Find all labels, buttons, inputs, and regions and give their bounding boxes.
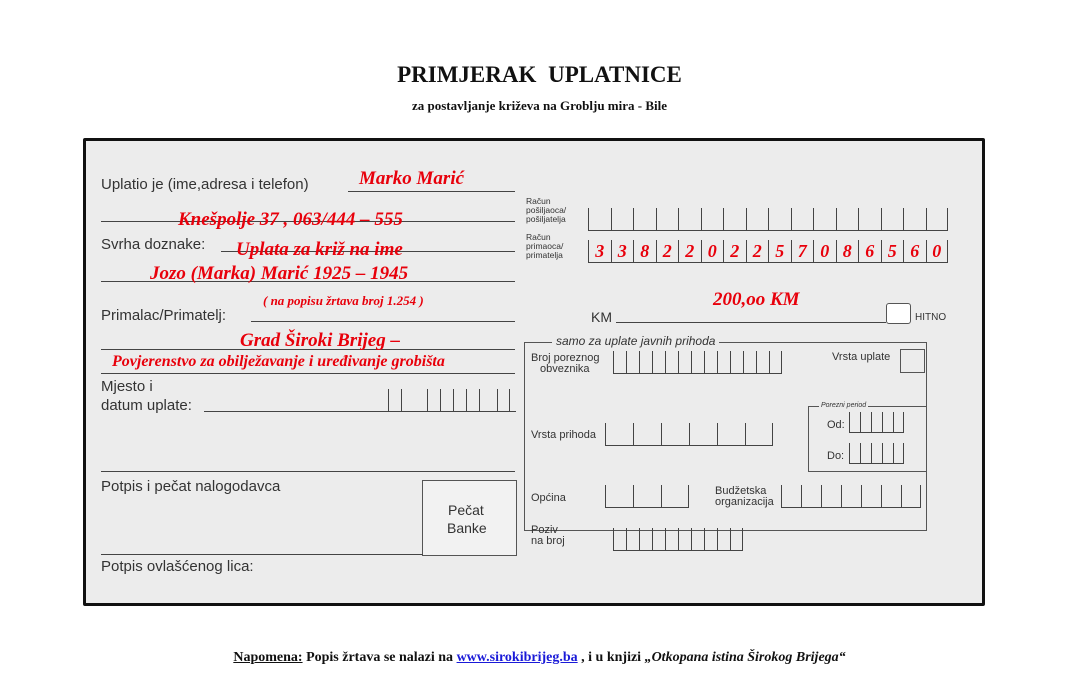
primalac-line-3 [101,373,515,374]
vrsta-prihoda-label: Vrsta prihoda [531,429,597,441]
signature-line [101,554,423,555]
account-digit[interactable]: 2 [723,240,746,262]
vrsta-uplate-box[interactable] [900,349,925,373]
racun-primaoca-label: Račun primaoca/ primatelja [526,232,564,260]
do-boxes[interactable] [849,443,904,464]
javni-prihodi-label: samo za uplate javnih prihoda [552,336,719,347]
account-digit[interactable]: 6 [858,240,881,262]
km-line [616,322,886,323]
budzetska-boxes[interactable] [781,485,921,508]
account-digit[interactable]: 8 [633,240,656,262]
account-digit[interactable]: 7 [791,240,814,262]
budzetska-label: Budžetska organizacija [715,485,774,508]
signature-top-line [101,471,515,472]
book-title: „Otkopana istina Širokog Brijega“ [644,650,846,665]
primalac-line [251,321,515,322]
account-digit[interactable]: 0 [701,240,724,262]
svrha-label: Svrha doznake: [101,236,206,253]
account-digit[interactable]: 0 [926,240,949,262]
uplatio-label: Uplatio je (ime,adresa i telefon) [101,176,309,193]
primalac-value-1[interactable]: Grad Široki Brijeg – [240,330,400,351]
website-link[interactable]: www.sirokibrijeg.ba [456,650,578,665]
do-label: Do: [827,450,845,462]
potpis-nalogodavca-label: Potpis i pečat nalogodavca [101,478,281,495]
racun-posiljaoca-label: Račun pošiljaoca/ pošiljatelja [526,196,567,224]
uplatio-value[interactable]: Marko Marić [359,168,465,189]
mjesto-label: Mjesto i [101,378,153,395]
pecat-label: Pečat [448,502,484,518]
svrha-value-3[interactable]: ( na popisu žrtava broj 1.254 ) [263,293,424,308]
poziv-boxes[interactable] [613,528,743,551]
account-digit[interactable]: 2 [746,240,769,262]
account-digit[interactable]: 6 [903,240,926,262]
opcina-boxes[interactable] [605,485,689,508]
primalac-label: Primalac/Primatelj: [101,307,227,324]
datum-label: datum uplate: [101,397,192,414]
poziv-label: Poziv na broj [531,524,565,547]
note-text-1: Popis žrtava se nalazi na [302,650,457,665]
svrha-value-2[interactable]: Jozo (Marka) Marić 1925 – 1945 [150,263,409,284]
bank-stamp-box [422,480,517,556]
banke-label: Banke [447,520,487,536]
account-digit[interactable]: 2 [678,240,701,262]
km-value[interactable]: 200,oo KM [713,289,800,310]
uplatio-line [348,191,515,192]
uplatio-address[interactable]: Knešpolje 37 , 063/444 – 555 [178,209,403,230]
note-text-2: , i u knjizi [577,650,645,665]
account-digit[interactable]: 3 [588,240,611,262]
vrsta-uplate-label: Vrsta uplate [832,351,891,363]
hitno-checkbox[interactable] [886,303,911,324]
potpis-ovlascenog-label: Potpis ovlašćenog lica: [101,558,254,575]
hitno-label: HITNO [915,312,947,323]
svrha-value-1[interactable]: Uplata za križ na ime [236,239,403,260]
opcina-label: Općina [531,492,566,504]
page-subtitle: za postavljanje križeva na Groblju mira - Bile [411,98,668,113]
date-boxes[interactable] [388,389,510,412]
account-digit[interactable]: 3 [611,240,634,262]
payment-slip [83,138,985,606]
racun-posiljaoca-boxes[interactable] [588,208,948,231]
primalac-value-2[interactable]: Povjerenstvo za obilježavanje i uređivanje grobišta [112,353,445,370]
km-label: KM [591,309,612,325]
broj-poreznog-label: Broj poreznog obveznika [531,352,600,375]
od-label: Od: [827,419,845,431]
account-digit[interactable]: 8 [836,240,859,262]
porezni-period-label: Porezni period [821,402,867,409]
footer-note [0,650,1079,666]
account-digit[interactable]: 5 [768,240,791,262]
note-prefix: Napomena: [233,650,303,665]
vrsta-prihoda-boxes[interactable] [605,423,773,446]
racun-primaoca-boxes[interactable] [588,240,948,263]
account-digit[interactable]: 0 [813,240,836,262]
broj-poreznog-boxes[interactable] [613,351,782,374]
od-boxes[interactable] [849,412,904,433]
account-digit[interactable]: 2 [656,240,679,262]
page-title: PRIMJERAK UPLATNICE [397,62,682,87]
account-digit[interactable]: 5 [881,240,904,262]
